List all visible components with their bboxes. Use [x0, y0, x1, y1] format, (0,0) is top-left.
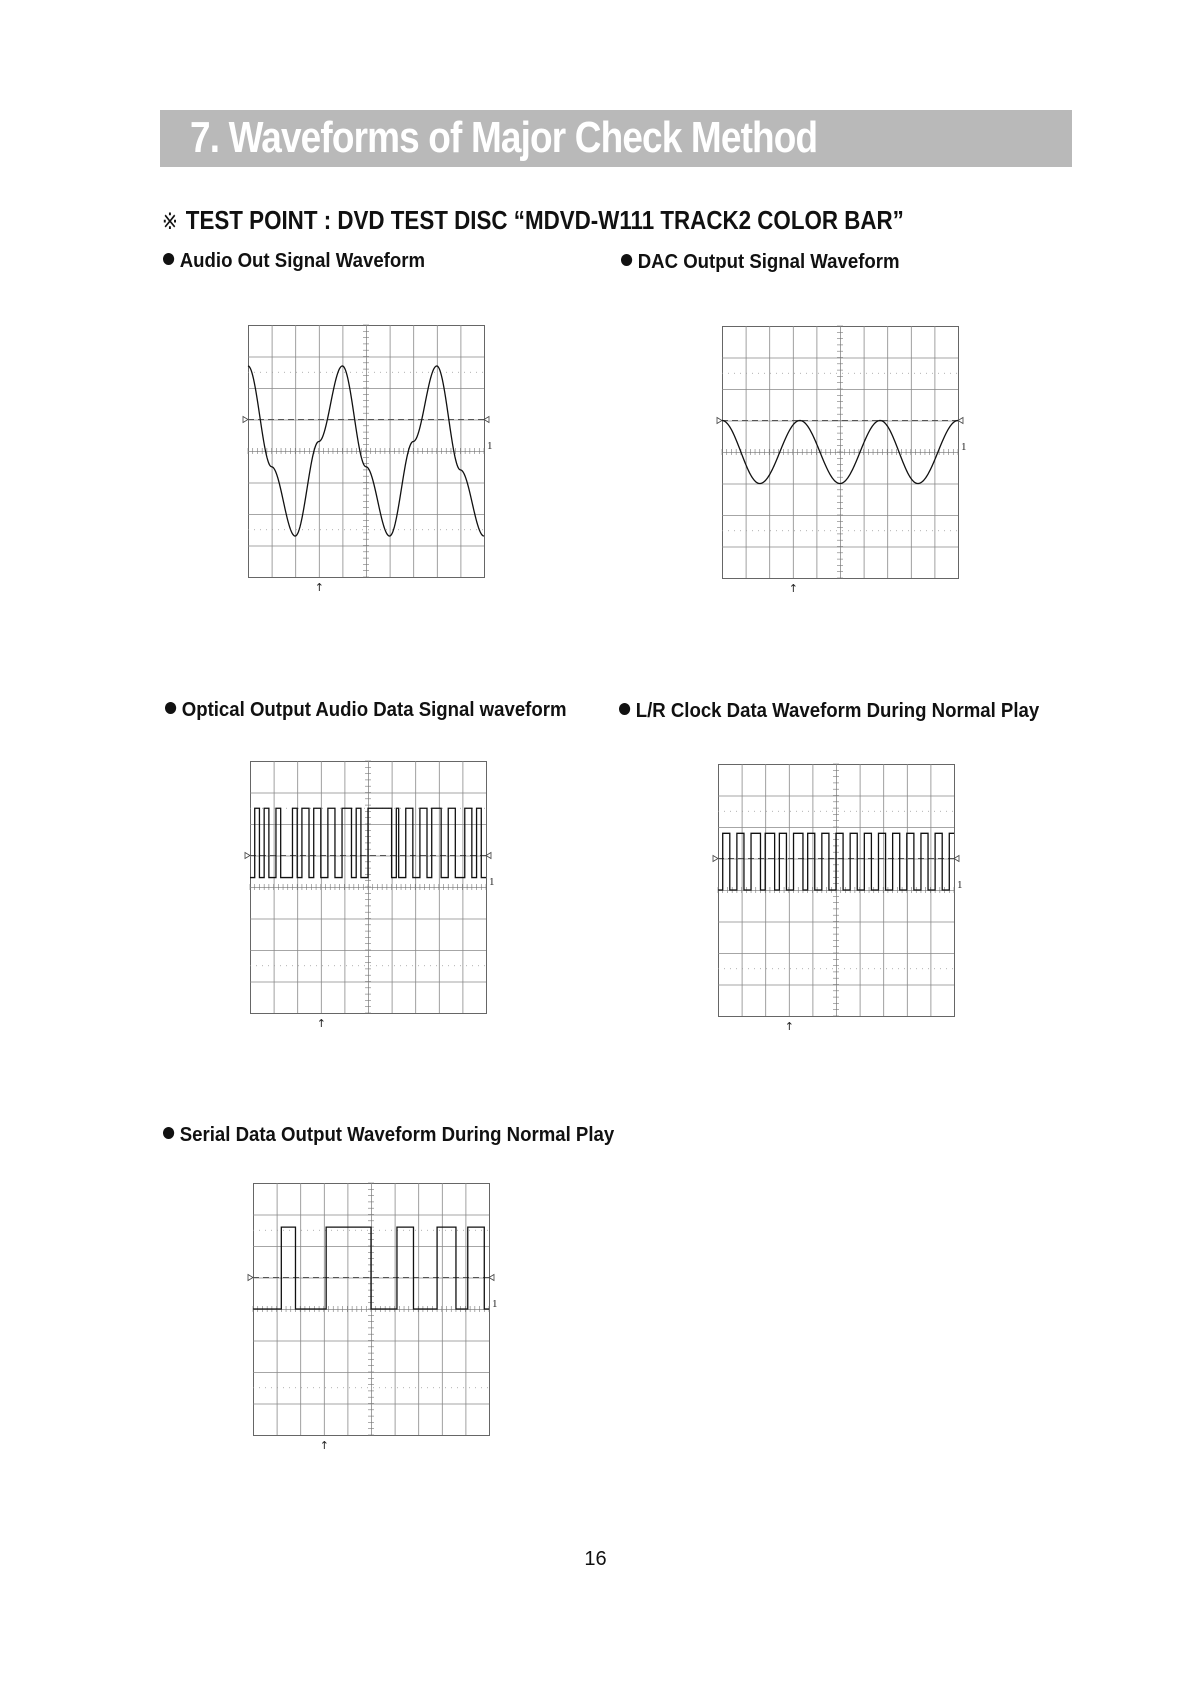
test-point-heading [162, 205, 904, 236]
reference-marker-left [717, 418, 722, 424]
caption-lr-clock: L/R Clock Data Waveform During Normal Play [619, 700, 1039, 723]
trigger-marker: ↑ [319, 1439, 330, 1452]
channel-marker: 1 [961, 441, 967, 453]
scope-serial-data [253, 1183, 505, 1453]
waveform-trace [250, 808, 486, 877]
bullet-icon [163, 253, 174, 265]
caption-audio-out: Audio Out Signal Waveform [163, 250, 425, 273]
channel-marker: 1 [957, 879, 963, 891]
trigger-marker: ↑ [784, 1020, 795, 1033]
test-point-text: TEST POINT : DVD TEST DISC “MDVD-W111 TRACK2 COLOR BAR” [185, 205, 904, 235]
caption-serial-data: Serial Data Output Waveform During Normal Play [163, 1124, 614, 1147]
reference-marker-left [713, 856, 718, 862]
caption-optical-output: Optical Output Audio Data Signal waveform [165, 699, 567, 722]
scope-dac-output [722, 326, 974, 596]
waveform-trace [718, 833, 954, 890]
bullet-icon [165, 702, 176, 714]
bullet-icon [621, 254, 632, 266]
scope-optical-output [250, 761, 502, 1031]
reference-marker-left [245, 853, 250, 859]
channel-marker: 1 [492, 1298, 498, 1310]
channel-marker: 1 [489, 876, 495, 888]
scope-audio-out [248, 325, 500, 595]
reference-marker-left [243, 417, 248, 423]
scope-lr-clock [718, 764, 970, 1034]
trigger-marker: ↑ [316, 1017, 327, 1030]
page-number: 16 [584, 1548, 607, 1570]
bullet-icon [163, 1127, 174, 1139]
caption-dac-output: DAC Output Signal Waveform [621, 251, 900, 274]
trigger-marker: ↑ [788, 582, 799, 595]
reference-mark: ※ [162, 209, 178, 234]
trigger-marker: ↑ [314, 581, 325, 594]
section-title: 7. Waveforms of Major Check Method [190, 113, 818, 162]
bullet-icon [619, 703, 630, 715]
section-title-bar [160, 110, 1072, 167]
channel-marker: 1 [487, 440, 493, 452]
waveform-trace [253, 1227, 489, 1309]
reference-marker-left [248, 1275, 253, 1281]
